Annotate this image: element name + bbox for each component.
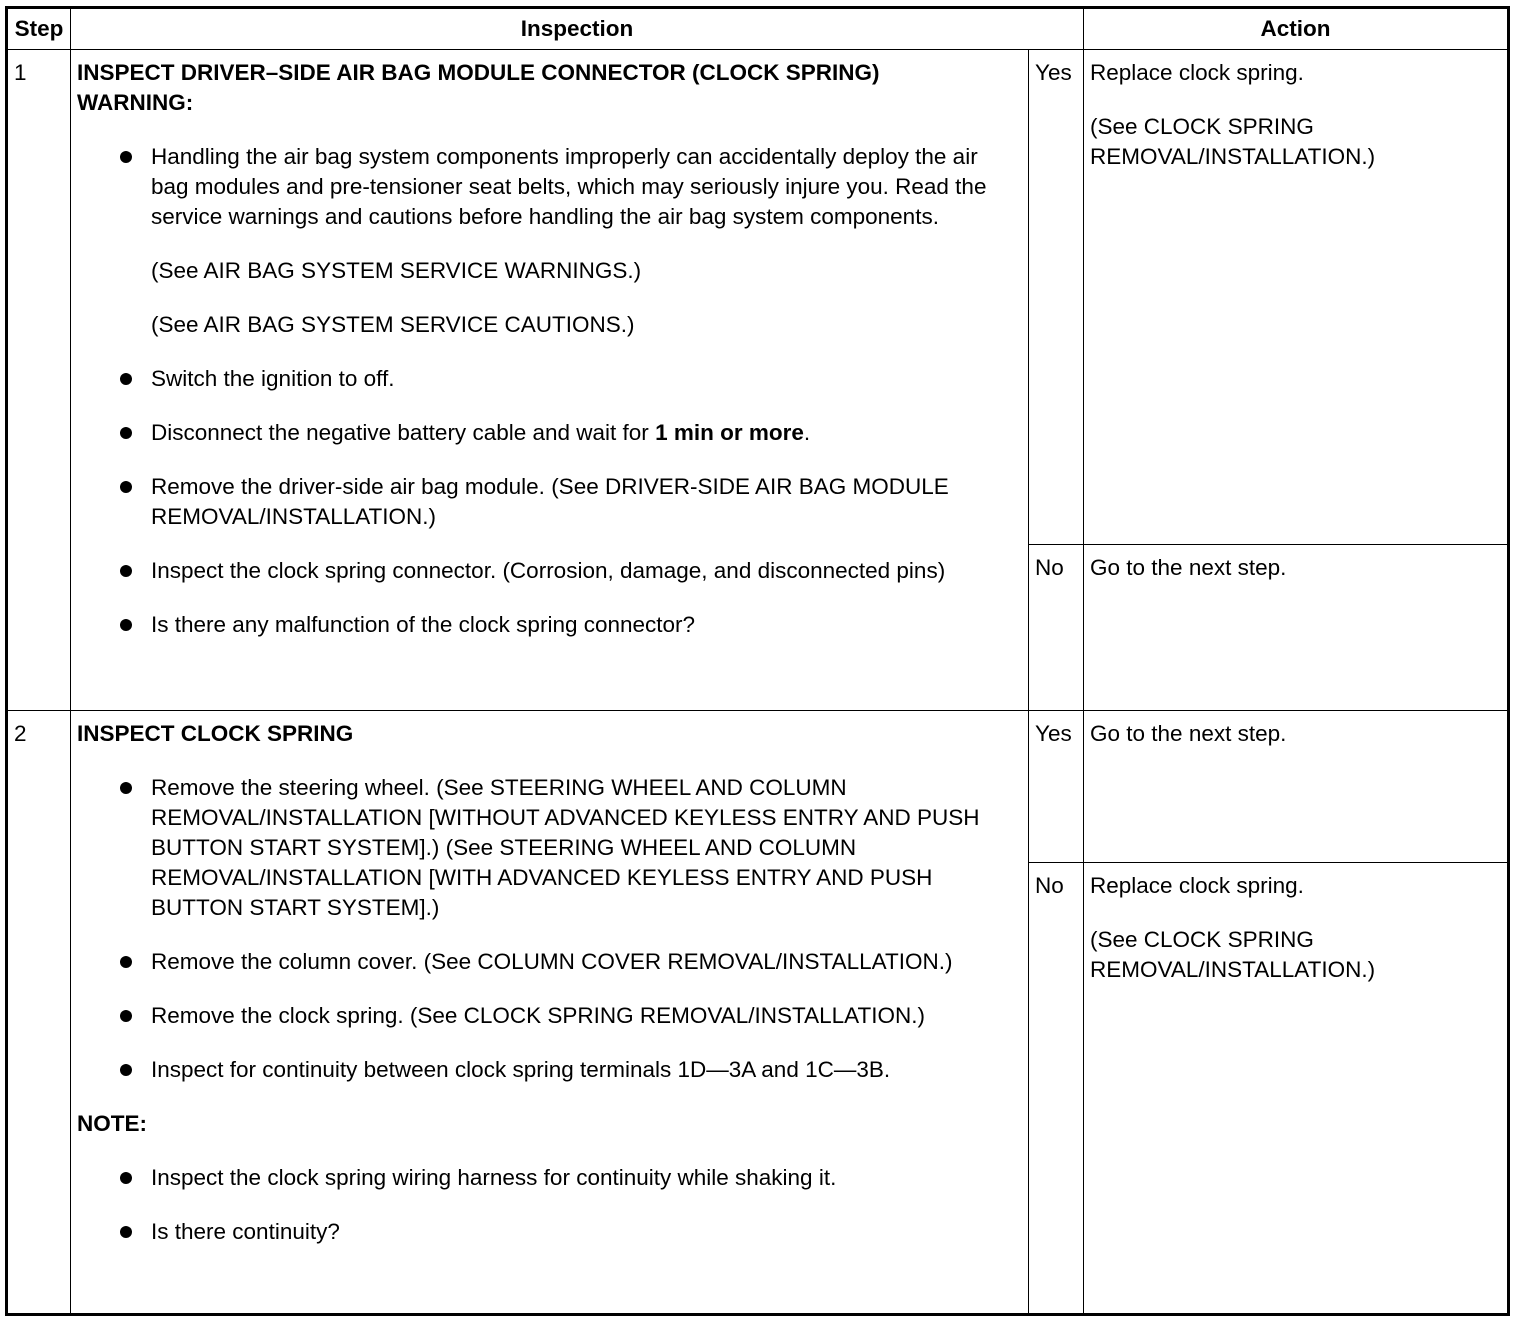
table-row (7, 711, 1509, 863)
emphasis-text: 1 min or more (655, 420, 804, 445)
step-number: 1 (7, 50, 71, 711)
inspection-steps (77, 773, 1020, 1085)
header-action: Action (1084, 8, 1509, 50)
list-item: Remove the column cover. (See COLUMN COVER REMOVAL/INSTALLATION.) (151, 947, 1020, 977)
step-number: 2 (7, 711, 71, 1315)
action-text: Go to the next step. (1090, 555, 1287, 580)
reference-text: (See CLOCK SPRING REMOVAL/INSTALLATION.) (1090, 114, 1376, 169)
header-inspection: Inspection (71, 8, 1084, 50)
list-item: Is there continuity? (151, 1217, 1020, 1247)
list-item: Switch the ignition to off. (151, 364, 1020, 394)
inspection-steps (77, 142, 1020, 640)
warning-label: WARNING: (77, 90, 194, 115)
yes-label: Yes (1029, 50, 1084, 545)
action-cell (1084, 50, 1509, 545)
list-item-text: Handling the air bag system components improperly can accidentally deploy the air bag modules and pre-tensioner seat belts, which may seriously injure you. Read the service warnings and cautions before handling the air bag system components. (151, 144, 987, 229)
no-label: No (1029, 863, 1084, 1315)
table-row (7, 50, 1509, 545)
action-cell (1084, 711, 1509, 863)
action-text: Replace clock spring. (1090, 873, 1304, 898)
list-item-text: . (803, 420, 811, 445)
list-item: Inspect the clock spring connector. (Corrosion, damage, and disconnected pins) (151, 556, 1020, 586)
action-cell (1084, 863, 1509, 1315)
list-item: Remove the clock spring. (See CLOCK SPRING REMOVAL/INSTALLATION.) (151, 1001, 1020, 1031)
action-text: Replace clock spring. (1090, 60, 1304, 85)
reference-text: (See AIR BAG SYSTEM SERVICE WARNINGS.) (151, 258, 642, 283)
list-item: Inspect for continuity between clock spring terminals 1D—3A and 1C—3B. (151, 1055, 1020, 1085)
inspection-title: INSPECT DRIVER–SIDE AIR BAG MODULE CONNECTOR (CLOCK SPRING) (77, 60, 880, 85)
list-item: Is there any malfunction of the clock spring connector? (151, 610, 1020, 640)
list-item: Remove the steering wheel. (See STEERING WHEEL AND COLUMN REMOVAL/INSTALLATION [WITHOUT ADVANCED KEYLESS ENTRY AND PUSH BUTTON START SYSTEM].) (See STEERING WHEEL AND COLUMN REMOVAL/INSTALLATION [WITH ADVANCED KEYLESS ENTRY AND PUSH BUTTON START SYSTEM].) (151, 773, 1020, 923)
inspection-title: INSPECT CLOCK SPRING (77, 721, 354, 746)
inspection-cell (71, 711, 1029, 1315)
inspection-cell (71, 50, 1029, 711)
note-steps (77, 1163, 1020, 1247)
list-item (151, 418, 1020, 448)
action-text: Go to the next step. (1090, 721, 1287, 746)
yes-label: Yes (1029, 711, 1084, 863)
table-header-row (7, 8, 1509, 50)
list-item (151, 142, 1020, 340)
header-step: Step (7, 8, 71, 50)
no-label: No (1029, 545, 1084, 711)
note-label: NOTE: (77, 1111, 147, 1136)
list-item-text: Disconnect the negative battery cable and wait for (151, 420, 649, 445)
list-item: Inspect the clock spring wiring harness for continuity while shaking it. (151, 1163, 1020, 1193)
reference-text: (See AIR BAG SYSTEM SERVICE CAUTIONS.) (151, 312, 635, 337)
troubleshooting-table (5, 6, 1510, 1316)
list-item: Remove the driver-side air bag module. (See DRIVER-SIDE AIR BAG MODULE REMOVAL/INSTALLATION.) (151, 472, 1020, 532)
reference-text: (See CLOCK SPRING REMOVAL/INSTALLATION.) (1090, 927, 1376, 982)
action-cell (1084, 545, 1509, 711)
